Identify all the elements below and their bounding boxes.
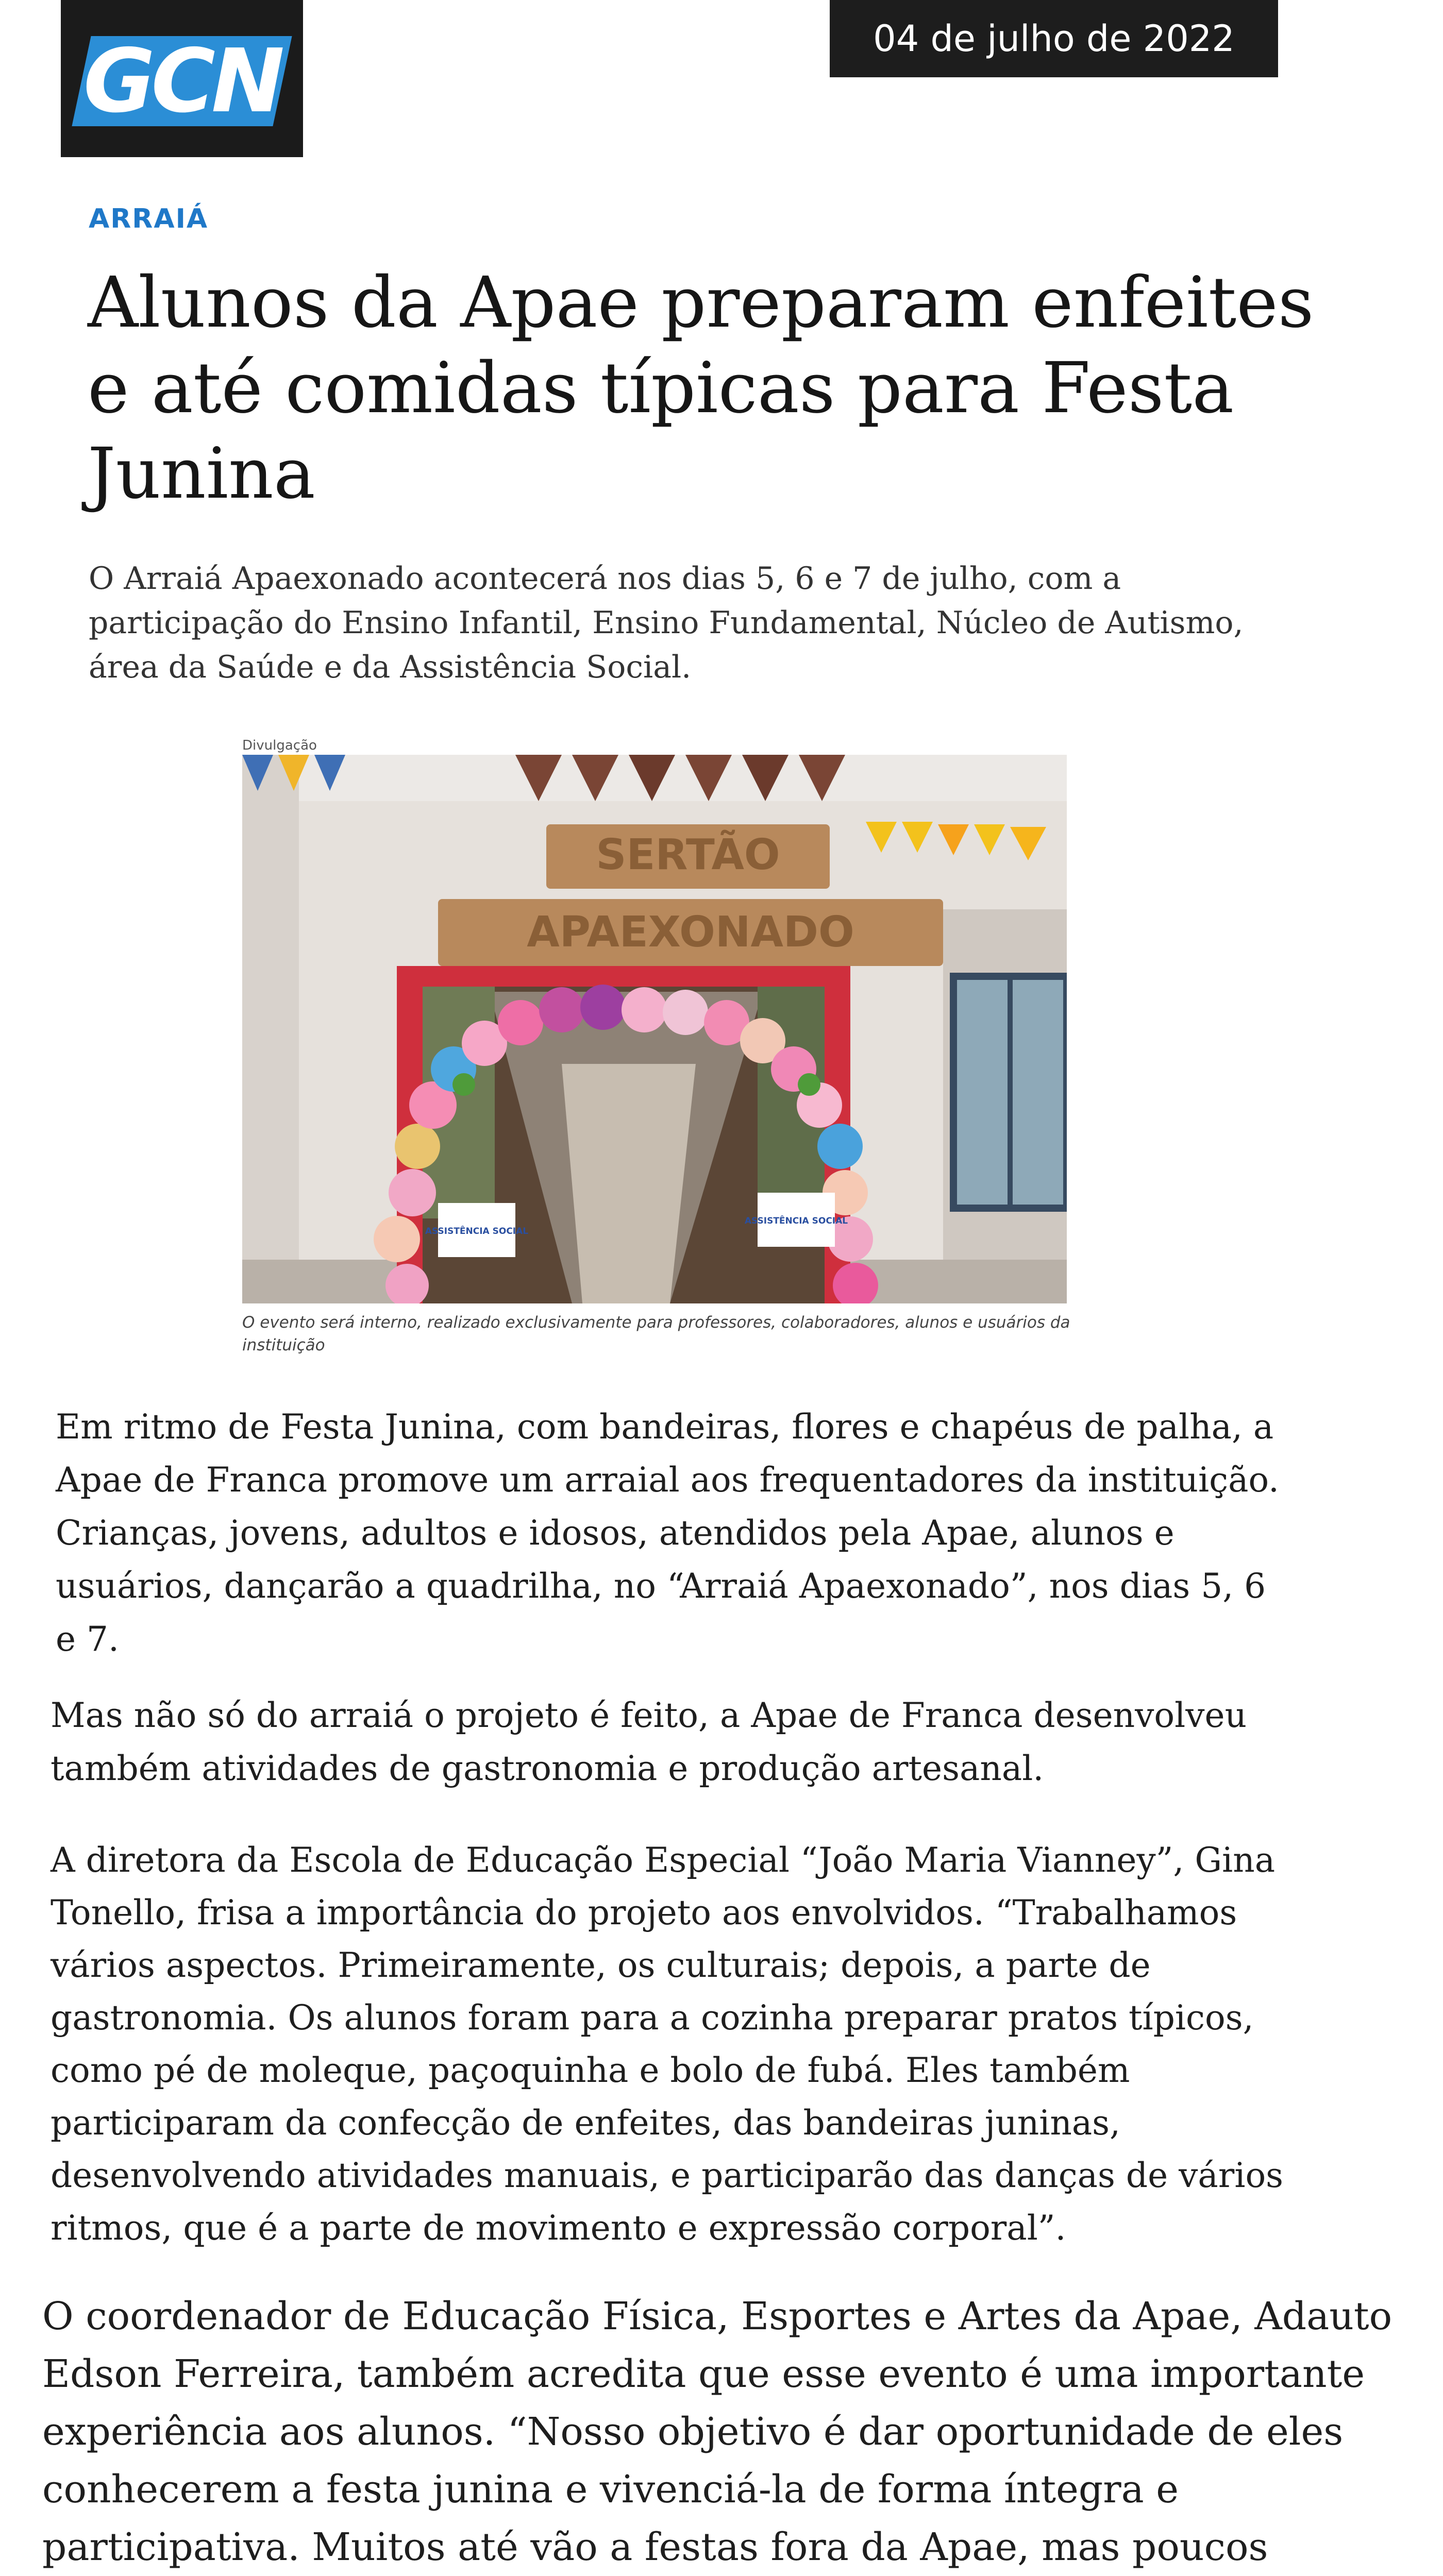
article-lead: O Arraiá Apaexonado acontecerá nos dias 5, 6 e 7 de julho, com a participação do Ensino Infantil, Ensino Fundamental, Núcleo de Autismo, área da Saúde e da Assistência Social.	[89, 561, 1244, 685]
photo-credit: Divulgação	[242, 738, 317, 753]
sign-top-text: SERTÃO	[596, 831, 780, 879]
article-photo	[242, 755, 1067, 1303]
gcn-logo[interactable]	[61, 0, 303, 157]
article-title: Alunos da Apae preparam enfeites e até comidas típicas para Festa Junina	[88, 262, 1314, 515]
body-paragraph: A diretora da Escola de Educação Especial “João Maria Vianney”, Gina Tonello, frisa a importância do projeto aos envolvidos. “Trabalhamos vários aspectos. Primeiramente, os culturais; depois, a parte de gastronomia. Os alunos foram para a cozinha preparar pratos típicos, como pé de moleque, paçoquinha e bolo de fubá. Eles também participaram da confecção de enfeites, das bandeiras juninas, desenvolvendo atividades manuais, e participarão das danças de vários ritmos, que é a parte de movimento e expressão corporal”.	[51, 1840, 1284, 2248]
photo-caption: O evento será interno, realizado exclusivamente para professores, colaboradores, alunos e usuários da instituição	[242, 1313, 1070, 1354]
sign-bottom-text: APAEXONADO	[527, 908, 854, 957]
door-sign-left-text: ASSISTÊNCIA SOCIAL	[425, 1226, 529, 1236]
body-paragraph: Em ritmo de Festa Junina, com bandeiras, flores e chapéus de palha, a Apae de Franca promove um arraial aos frequentadores da instituição. Crianças, jovens, adultos e idosos, atendidos pela Apae, alunos e usuários, dançarão a quadrilha, no “Arraiá Apaexonado”, nos dias 5, 6 e 7.	[56, 1407, 1279, 1659]
body-paragraph: O coordenador de Educação Física, Esportes e Artes da Apae, Adauto Edson Ferreira, também acredita que esse evento é uma importante experiência aos alunos. “Nosso objetivo é dar oportunidade de eles conhecerem a festa junina e vivenciá-la de forma íntegra e participativa. Muitos até vão a festas fora da Apae, mas poucos	[42, 2294, 1392, 2569]
category-label[interactable]: ARRAIÁ	[89, 204, 209, 234]
publish-date: 04 de julho de 2022	[830, 0, 1278, 77]
door-sign-right-text: ASSISTÊNCIA SOCIAL	[744, 1216, 848, 1226]
logo-text: GCN	[83, 30, 281, 132]
body-paragraph: Mas não só do arraiá o projeto é feito, a Apae de Franca desenvolveu também atividades de gastronomia e produção artesanal.	[51, 1696, 1247, 1788]
